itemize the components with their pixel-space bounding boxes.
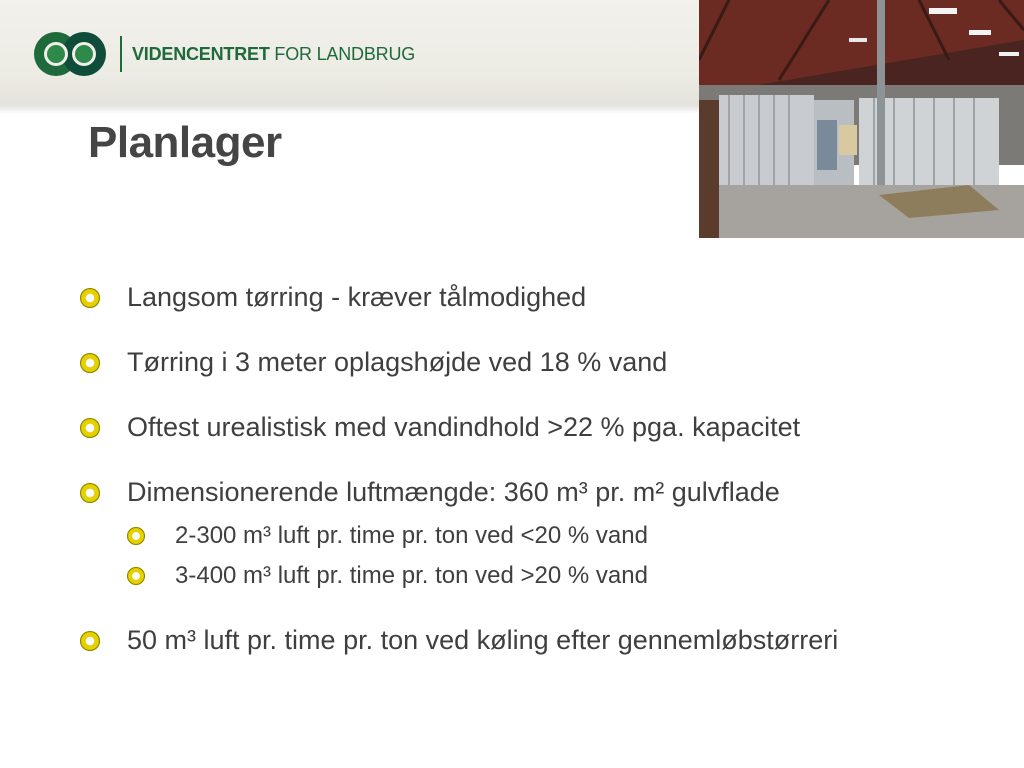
logo-text-bold: VIDENCENTRET <box>132 43 270 64</box>
bullet-item <box>80 282 586 313</box>
logo-seal-icon <box>32 30 108 78</box>
bullet-text: Oftest urealistisk med vandindhold >22 % pga. kapacitet <box>127 412 801 442</box>
bullet-text: Dimensionerende luftmængde: 360 m³ pr. m² gulvflade <box>127 477 780 507</box>
sub-bullet-item <box>127 562 648 590</box>
bullet-text: Tørring i 3 meter oplagshøjde ved 18 % vand <box>127 347 668 377</box>
bullet-circle-icon <box>80 288 100 308</box>
sub-bullet-text: 3-400 m³ luft pr. time pr. ton ved >20 % vand <box>175 562 648 589</box>
bullet-text: 50 m³ luft pr. time pr. ton ved køling efter gennemløbstørreri <box>127 625 839 655</box>
bullet-circle-icon <box>80 483 100 503</box>
logo <box>32 30 415 78</box>
bullet-circle-icon <box>127 527 145 545</box>
bullet-item <box>80 347 667 378</box>
header-shadow <box>0 106 700 114</box>
bullet-circle-icon <box>80 418 100 438</box>
slide-title: Planlager <box>88 118 282 167</box>
bullet-item <box>80 412 800 443</box>
sub-bullet-item <box>127 522 648 550</box>
bullet-text: Langsom tørring - kræver tålmodighed <box>127 282 587 312</box>
sub-bullet-text: 2-300 m³ luft pr. time pr. ton ved <20 % vand <box>175 522 648 549</box>
bullet-circle-icon <box>80 631 100 651</box>
logo-text-regular: FOR LANDBRUG <box>269 43 416 64</box>
bullet-item <box>80 477 780 508</box>
bullet-circle-icon <box>80 353 100 373</box>
bullet-item <box>80 625 838 656</box>
bullet-circle-icon <box>127 567 145 585</box>
warehouse-photo <box>699 0 1024 238</box>
logo-divider <box>120 36 122 72</box>
logo-wordmark <box>132 44 415 65</box>
